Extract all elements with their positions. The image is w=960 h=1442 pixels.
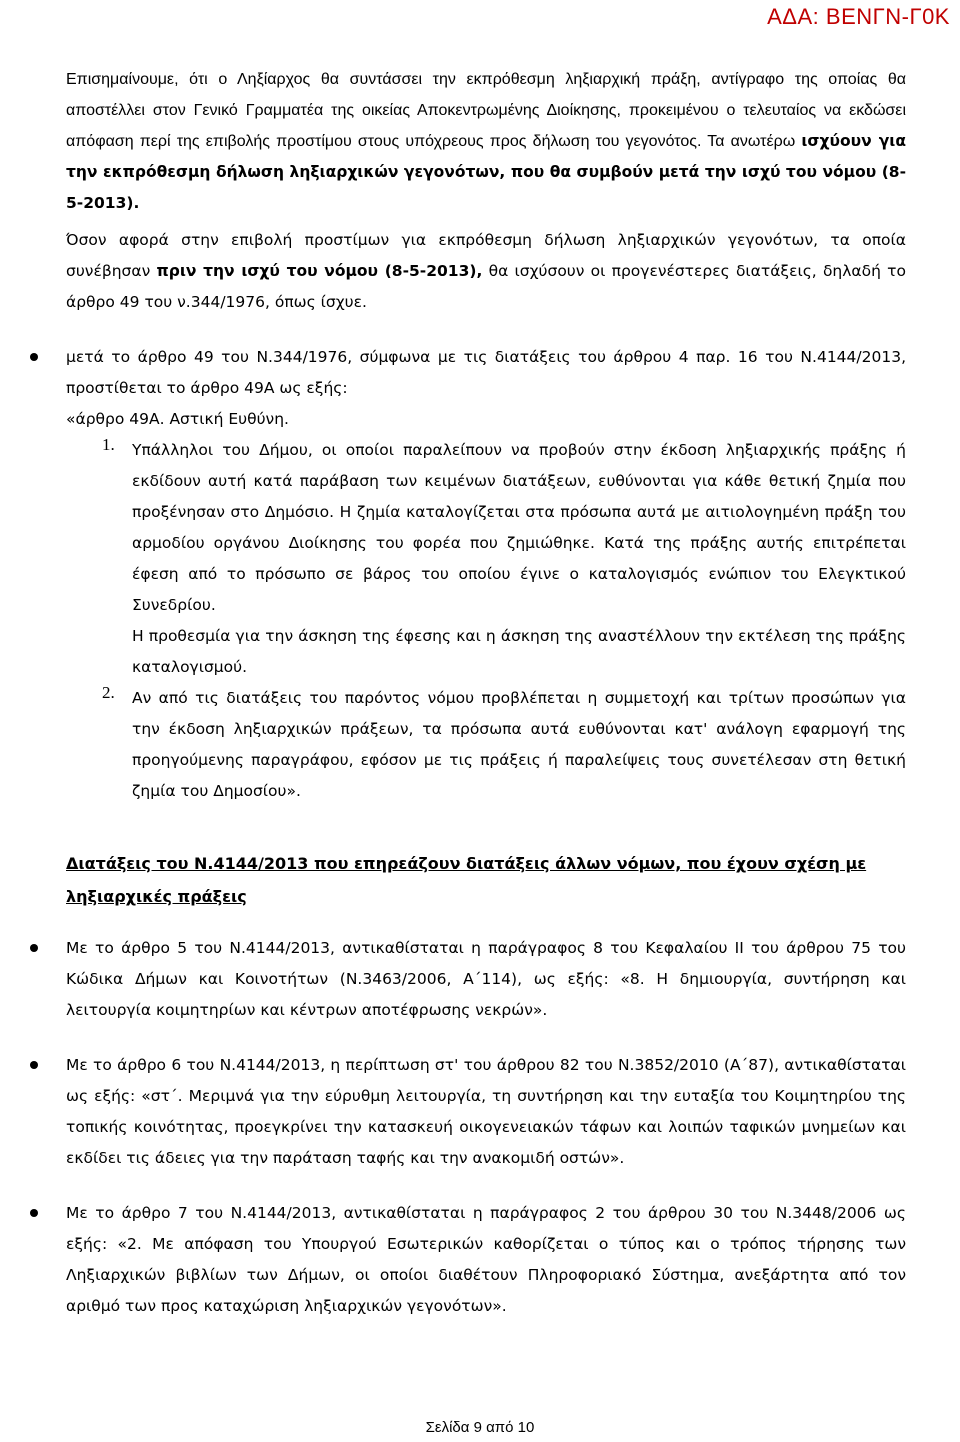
ada-code: ΑΔΑ: ΒΕΝΓΝ-Γ0Κ xyxy=(767,4,950,29)
section-bullet-text: Με το άρθρο 5 του Ν.4144/2013, αντικαθίσταται η παράγραφος 8 του Κεφαλαίου ΙΙ του άρθρου 75 του Κώδικα Δήμων και Κοινοτήτων (Ν.3463/2006, Α΄114), ως εξής: «8. Η δημιουργία, συντήρηση και λειτουργία κοιμητηρίων και κέντρων αποτέφρωσης νεκρών». xyxy=(66,939,906,1019)
article-49a-item-2 xyxy=(102,683,906,807)
article-49-text: μετά το άρθρο 49 του Ν.344/1976, σύμφωνα με τις διατάξεις του άρθρου 4 παρ. 16 του Ν.4144/2013, προστίθεται το άρθρο 49Α ως εξής: xyxy=(66,348,906,397)
intro-paragraph-2 xyxy=(66,225,906,318)
intro-p2-text-a: Όσον αφορά στην επιβολή προστίμων για εκπρόθεσμη δήλωση ληξιαρχικών γεγονότων, τα οποία συνέβησαν xyxy=(66,231,906,280)
intro-p1-text: Επισημαίνουμε, ότι ο Ληξίαρχος θα συντάσσει την εκπρόθεσμη ληξιαρχική πράξη, αντίγραφο της οποίας θα αποστέλλει στον Γενικό Γραμματέα της οικείας Αποκεντρωμένης Διοίκησης, προκειμένου ο τελευταίος να εκδώσει απόφαση περί της επιβολής προστίμου στους υπόχρεους προς δήλωση του γεγονότος. Τα ανωτέρω xyxy=(66,71,906,150)
item-text: Υπάλληλοι του Δήμου, οι οποίοι παραλείπουν να προβούν στην έκδοση ληξιαρχικής πράξης ή εκδίδουν αυτή κατά παράβαση των κειμένων διατάξεων, ευθύνονται για κάθε θετική ζημία που προξένησαν στο Δημόσιο. Η ζημία καταλογίζεται στα πρόσωπα αυτά με αιτιολογημένη πράξη του αρμοδίου οργάνου Διοίκησης του φορέα που ζημιώθηκε. Κατά της πράξης αυτής επιτρέπεται έφεση από το πρόσωπο σε βάρος του οποίου έγινε ο καταλογισμός ενώπιον του Ελεγκτικού Συνεδρίου. xyxy=(132,441,906,614)
section-heading xyxy=(66,847,906,913)
bullet-dot-icon xyxy=(30,353,38,361)
page-number: Σελίδα 9 από 10 xyxy=(425,1419,535,1436)
section-bullet-2 xyxy=(66,1050,906,1174)
section-bullet-1 xyxy=(66,933,906,1026)
bullet-dot-icon xyxy=(30,1209,38,1217)
section-bullet-3 xyxy=(66,1198,906,1322)
article-49a-title: «άρθρο 49Α. Αστική Ευθύνη. xyxy=(66,410,289,428)
item-number: 2. xyxy=(102,683,115,702)
intro-paragraph-1 xyxy=(66,64,906,219)
bullet-dot-icon xyxy=(30,944,38,952)
intro-p2-bold: πριν την ισχύ του νόμου (8-5-2013), xyxy=(156,262,483,280)
bullet-dot-icon xyxy=(30,1061,38,1069)
item-text-continued: Η προθεσμία για την άσκηση της έφεσης και η άσκηση της αναστέλλουν την εκτέλεση της πράξης καταλογισμού. xyxy=(132,627,906,676)
intro-p2-text-b: θα ισχύσουν οι προγενέστερες διατάξεις, δηλαδή το άρθρο 49 του ν.344/1976, όπως ίσχυε. xyxy=(66,262,906,311)
item-number: 1. xyxy=(102,435,115,454)
section-bullet-text: Με το άρθρο 6 του Ν.4144/2013, η περίπτωση στ' του άρθρου 82 του Ν.3852/2010 (Α΄87), αντικαθίσταται ως εξής: «στ΄. Μεριμνά για την εύρυθμη λειτουργία, τη συντήρηση και την ευταξία του Κοιμητηρίου της τοπικής κοινότητας, προεγκρίνει την κατασκευή οικογενειακών τάφων και λοιπών ταφικών μνημείων και εκδίδει τις άδειες για την παράταση ταφής και την ανακομιδή οστών». xyxy=(66,1056,906,1167)
section-bullet-text: Με το άρθρο 7 του Ν.4144/2013, αντικαθίσταται η παράγραφος 2 του άρθρου 30 του Ν.3448/2006 ως εξής: «2. Με απόφαση του Υπουργού Εσωτερικών καθορίζεται ο τύπος και ο τρόπος τήρησης των Ληξιαρχικών βιβλίων των Δήμων, οι οποίοι διαθέτουν Πληροφοριακό Σύστημα, ανεξάρτητα από τον αριθμό των προς καταχώριση ληξιαρχικών γεγονότων». xyxy=(66,1204,906,1315)
intro-p1-bold: ισχύουν για την εκπρόθεσμη δήλωση ληξιαρχικών γεγονότων, που θα συμβούν μετά την ισχύ του νόμου (8-5-2013). xyxy=(66,132,906,212)
document-body xyxy=(66,64,906,1322)
item-text: Αν από τις διατάξεις του παρόντος νόμου προβλέπεται η συμμετοχή και τρίτων προσώπων για την έκδοση ληξιαρχικών πράξεων, τα πρόσωπα αυτά ευθύνονται κατ' ανάλογη εφαρμογή της προηγούμενης παραγράφου, εφόσον με τις πράξεις ή παραλείψεις τους συνετέλεσαν στη θετική ζημία του Δημοσίου». xyxy=(132,689,906,800)
article-49-bullet xyxy=(66,342,906,404)
section-heading-text: Διατάξεις του Ν.4144/2013 που επηρεάζουν διατάξεις άλλων νόμων, που έχουν σχέση με ληξιαρχικές πράξεις xyxy=(66,854,867,906)
article-49a-items xyxy=(102,435,906,807)
article-49a-item-1 xyxy=(102,435,906,683)
